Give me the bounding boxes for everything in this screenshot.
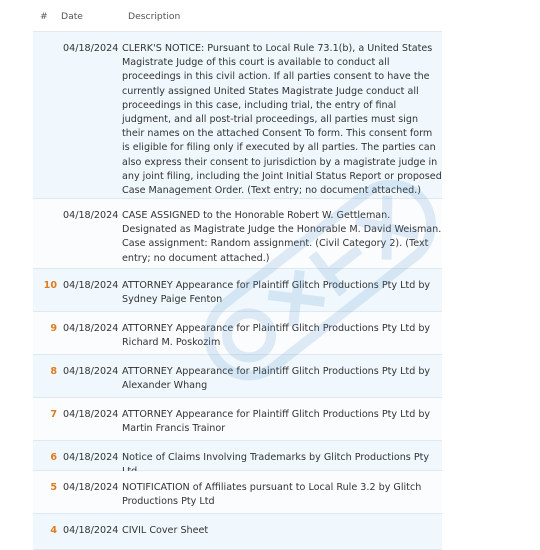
row-description: CASE ASSIGNED to the Honorable Robert W. Gettleman. Designated as Magistrate Judge the Honorable M. David Weisman. Case assignment: Random assignment. (Civil Category 2). (Text entry; no document attached.) [122, 210, 442, 264]
row-date: 04/18/2024 [63, 323, 119, 334]
docket-table [33, 0, 442, 550]
row-num[interactable]: 6 [50, 452, 57, 463]
header-num: # [40, 11, 48, 22]
row-date: 04/18/2024 [63, 210, 119, 221]
table-row [33, 32, 442, 199]
row-num[interactable]: 5 [50, 482, 57, 493]
row-num[interactable]: 10 [43, 280, 57, 291]
table-row [33, 471, 442, 514]
row-date: 04/18/2024 [63, 409, 119, 420]
table-row [33, 398, 442, 441]
row-description: CIVIL Cover Sheet [122, 525, 209, 536]
row-date: 04/18/2024 [63, 366, 119, 377]
row-num[interactable]: 8 [50, 366, 57, 377]
table-row [33, 441, 442, 471]
row-description: CLERK'S NOTICE: Pursuant to Local Rule 73.1(b), a United States Magistrate Judge of this court is available to conduct all proceedings in this civil action. If all parties consent to have the currently assigned United States Magistrate Judge conduct all proceedings in this case, including trial, the entry of final judgment, and all post-trial proceedings, all parties must sign their names on the attached Consent To form. This consent form is eligible for filing only if executed by all parties. The parties can also express their consent to jurisdiction by a magistrate judge in any joint filing, including the Joint Initial Status Report or proposed Case Management Order. (Text entry; no document attached.) [122, 43, 442, 197]
table-row [33, 199, 442, 269]
header-description: Description [128, 11, 181, 22]
row-date: 04/18/2024 [63, 525, 119, 536]
row-date: 04/18/2024 [63, 280, 119, 291]
row-description: ATTORNEY Appearance for Plaintiff Glitch Productions Pty Ltd by Alexander Whang [122, 366, 431, 392]
row-date: 04/18/2024 [63, 43, 119, 54]
row-description: ATTORNEY Appearance for Plaintiff Glitch Productions Pty Ltd by Martin Francis Trainor [122, 409, 431, 435]
table-row [33, 269, 442, 312]
row-num[interactable]: 9 [50, 323, 57, 334]
row-date: 04/18/2024 [63, 452, 119, 463]
row-date: 04/18/2024 [63, 482, 119, 493]
table-row [33, 355, 442, 398]
row-description: ATTORNEY Appearance for Plaintiff Glitch Productions Pty Ltd by Sydney Paige Fenton [122, 280, 431, 306]
row-description: ATTORNEY Appearance for Plaintiff Glitch Productions Pty Ltd by Richard M. Poskozim [122, 323, 431, 349]
row-description: Notice of Claims Involving Trademarks by Glitch Productions Pty [122, 452, 430, 463]
row-description: NOTIFICATION of Affiliates pursuant to Local Rule 3.2 by Glitch Productions Pty Ltd [122, 482, 422, 508]
table-header [33, 0, 442, 32]
header-date: Date [61, 11, 83, 22]
table-row [33, 312, 442, 355]
table-row [33, 514, 442, 550]
row-num[interactable]: 7 [50, 409, 57, 420]
row-num[interactable]: 4 [50, 525, 57, 536]
